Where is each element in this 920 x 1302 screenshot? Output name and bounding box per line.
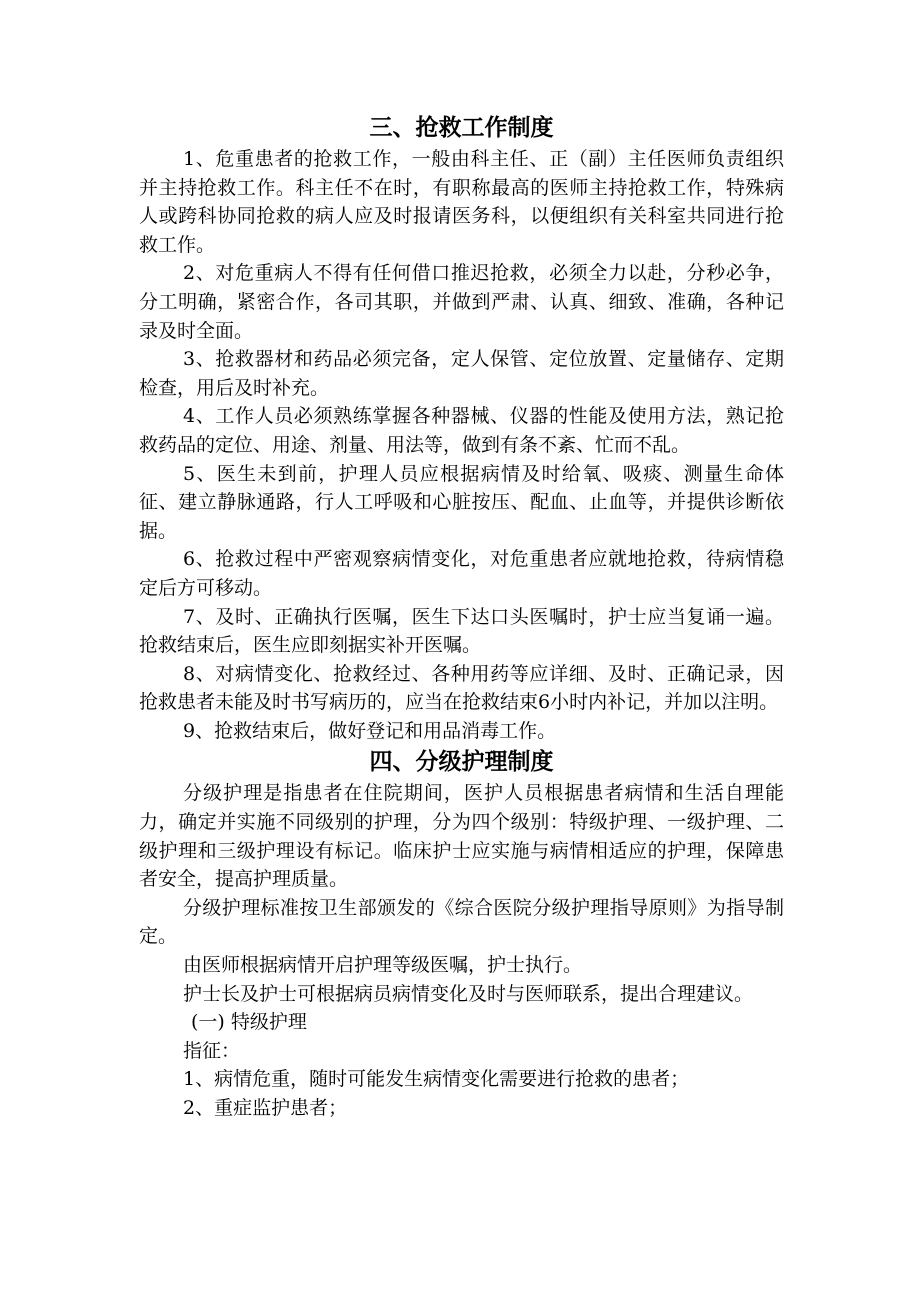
subsection-title-special-care: (一) 特级护理 [191,1011,307,1034]
rescue-rule-5: 5、医生未到前，护理人员应根据病情及时给氧、吸痰、测量生命体征、建立静脉通路，行人工呼吸和心脏按压、配血、止血等，并提供诊断依据。 [139,462,784,542]
rescue-rule-9: 9、抢救结束后，做好登记和用品消毒工作。 [183,719,557,742]
rescue-rule-3: 3、抢救器材和药品必须完备，定人保管、定位放置、定量储存、定期检查，用后及时补充。 [139,348,784,399]
rescue-rule-4: 4、工作人员必须熟练掌握各种器械、仪器的性能及使用方法，熟记抢救药品的定位、用途、剂量、用法等，做到有条不紊、忙而不乱。 [139,405,784,456]
indication-label: 指征： [183,1039,241,1062]
nursing-contact-paragraph: 护士长及护士可根据病员病情变化及时与医师联系，提出合理建议。 [183,982,754,1005]
nursing-intro-paragraph: 分级护理是指患者在住院期间，医护人员根据患者病情和生活自理能力，确定并实施不同级别的护理，分为四个级别：特级护理、一级护理、二级护理和三级护理设有标记。临床护士应实施与病情相适应的护理，保障患者安全，提高护理质量。 [139,782,784,891]
indication-item: 1、病情危重，随时可能发生病情变化需要进行抢救的患者； [183,1068,690,1091]
nursing-order-paragraph: 由医师根据病情开启护理等级医嘱，护士执行。 [183,954,583,977]
rescue-rule-6: 6、抢救过程中严密观察病情变化，对危重患者应就地抢救，待病情稳定后方可移动。 [139,548,784,599]
document-content [139,111,784,1123]
rescue-rule-8: 8、对病情变化、抢救经过、各种用药等应详细、及时、正确记录，因抢救患者未能及时书写病历的，应当在抢救结束6小时内补记，并加以注明。 [139,662,784,714]
rescue-rule-2: 2、对危重病人不得有任何借口推迟抢救，必须全力以赴，分秒必争，分工明确，紧密合作，各司其职，并做到严肃、认真、细致、准确，各种记录及时全面。 [139,262,784,342]
rescue-rule-1: 1、危重患者的抢救工作，一般由科主任、正（副）主任医师负责组织并主持抢救工作。科主任不在时，有职称最高的医师主持抢救工作，特殊病人或跨科协同抢救的病人应及时报请医务科，以便组织有关科室共同进行抢救工作。 [139,148,784,256]
nursing-standard-paragraph: 分级护理标准按卫生部颁发的《综合医院分级护理指导原则》为指导制定。 [139,896,784,948]
rescue-rule-7: 7、及时、正确执行医嘱，医生下达口头医嘱时，护士应当复诵一遍。抢救结束后，医生应即刻据实补开医嘱。 [139,605,784,657]
section-title-rescue: 三、抢救工作制度 [369,114,554,141]
section-title-nursing-levels: 四、分级护理制度 [369,748,554,776]
indication-item: 2、重症监护患者； [183,1097,348,1119]
